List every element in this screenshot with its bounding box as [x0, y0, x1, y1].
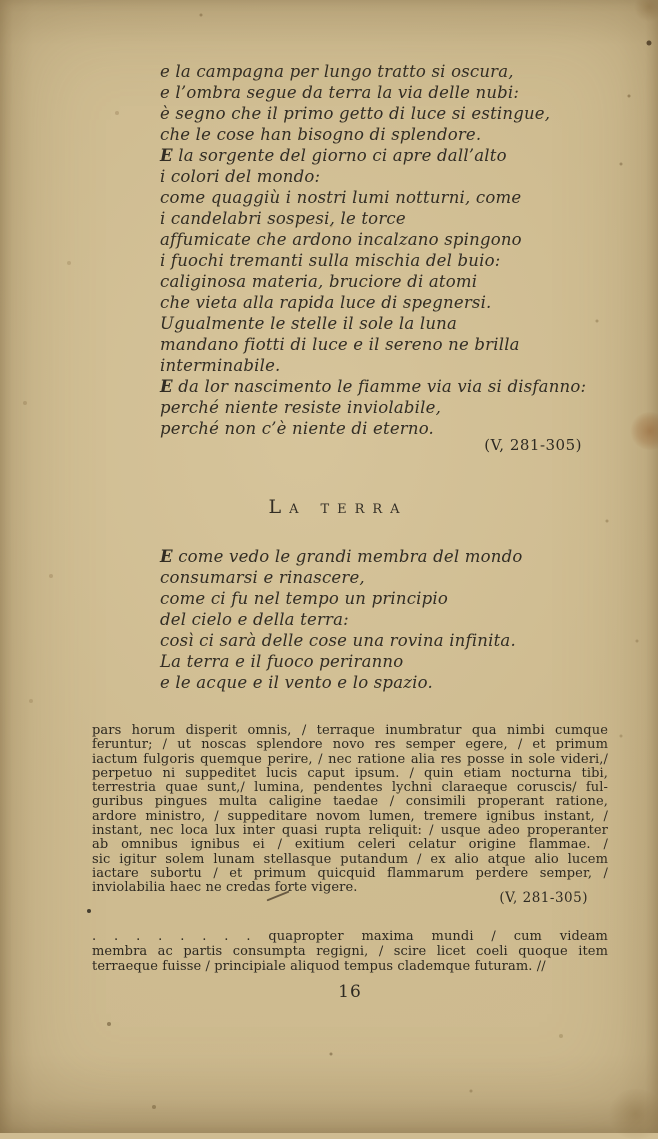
poem-line: consumarsi e rinascere,: [160, 568, 365, 587]
footnote-line: guribus pingues multa caligine taedae / consimili properant ratione,: [92, 794, 608, 810]
poem-line: come ci fu nel tempo un principio: [160, 589, 449, 608]
poem-stanza-1: [160, 61, 586, 439]
poem-line: e la campagna per lungo tratto si oscura,: [160, 62, 514, 81]
poem-line: è segno che il primo getto di luce si estingue,: [160, 104, 551, 123]
corner-stain: [634, 0, 658, 22]
footnote-line: . . . . . . . . quapropter maxima mundi / cum videam: [92, 929, 608, 944]
poem-line: interminabile.: [160, 356, 281, 375]
poem-stanza-2: [160, 546, 523, 693]
poem-line: perché non c’è niente di eterno.: [160, 419, 435, 438]
poem-line: E da lor nascimento le fiamme via via si disfanno:: [160, 377, 587, 396]
footnote-line: terraeque fuisse / principiale aliquod tempus clademque futuram. //: [92, 959, 546, 974]
poem-line: caliginosa materia, bruciore di atomi: [160, 272, 478, 291]
poem-line: così ci sarà delle cose una rovina infinita.: [160, 631, 516, 650]
rust-stain: [630, 412, 658, 450]
footnote-line: pars horum disperit omnis, / terraque inumbratur qua nimbi cumque: [92, 723, 608, 738]
bottom-stain: [606, 1089, 658, 1139]
poem-line: i colori del mondo:: [160, 167, 321, 186]
poem-line: Ugualmente le stelle il sole la luna: [160, 314, 458, 333]
footnote-line: inviolabilia haec ne credas forte vigere.: [92, 880, 358, 896]
bold-initial: E: [160, 377, 173, 396]
bold-initial: E: [160, 146, 173, 165]
poem-line: e l’ombra segue da terra la via delle nubi:: [160, 83, 520, 102]
footnote-line: perpetuo ni suppeditet lucis caput ipsum. / quin etiam nocturna tibi,: [92, 765, 608, 781]
page-number: 16: [338, 982, 362, 1002]
poem-line: affumicate che ardono incalzano spingono: [160, 230, 522, 249]
poem-line: e le acque e il vento e lo spazio.: [160, 673, 433, 692]
footnote-line: terrestria quae sunt,/ lumina, pendentes lychni claraeque coruscis/ ful-: [92, 780, 608, 796]
footnote-line: iactare subortu / et primum quicquid flammarum perdere semper, /: [92, 865, 608, 881]
poem-line: che le cose han bisogno di splendore.: [160, 125, 482, 144]
poem-line: i fuochi tremanti sulla mischia del buio:: [160, 251, 501, 270]
poem-line: perché niente resiste inviolabile,: [160, 398, 442, 417]
footnote-line: sic igitur solem lunam stellasque putandum / ex alio atque alio lucem: [92, 851, 608, 867]
footnote-latin-paragraph-1: [92, 724, 608, 896]
poem-line: E la sorgente del giorno ci apre dall’alto: [160, 146, 507, 165]
footnote-line: feruntur; / ut noscas splendore novo res semper egere, / et primum: [92, 737, 608, 753]
footnote-line: membra ac partis consumpta regigni, / scire licet coeli quoque item: [92, 944, 608, 959]
poem-line: i candelabri sospesi, le torce: [160, 209, 406, 228]
poem-line: come quaggiù i nostri lumi notturni, come: [160, 188, 522, 207]
poem-line: E come vedo le grandi membra del mondo: [160, 547, 523, 566]
footnote-line: ab omnibus ignibus ei / exitium celeri celatur origine flammae. /: [92, 837, 608, 853]
poem-line: del cielo e della terra:: [160, 610, 349, 629]
section-heading: La terra: [268, 496, 408, 518]
footnote-citation: (V, 281-305): [499, 890, 588, 906]
ink-dot-mark: [87, 909, 91, 913]
stanza-citation: (V, 281-305): [484, 436, 582, 454]
footnote-line: instant, nec loca lux inter quasi rupta reliquit: / usque adeo properanter: [92, 823, 608, 839]
bold-initial: E: [160, 547, 173, 566]
poem-line: La terra e il fuoco periranno: [160, 652, 404, 671]
footnote-latin-paragraph-2: [92, 929, 608, 974]
footnote-line: ardore ministro, / suppeditare novom lumen, tremere ignibus instant, /: [92, 808, 608, 824]
poem-line: che vieta alla rapida luce di spegnersi.: [160, 293, 492, 312]
poem-line: mandano fiotti di luce e il sereno ne brilla: [160, 335, 520, 354]
footnote-line: iactum fulgoris quemque perire, / nec ratione alia res posse in sole videri,/: [92, 751, 608, 767]
paper-speckles: [0, 0, 2, 2]
